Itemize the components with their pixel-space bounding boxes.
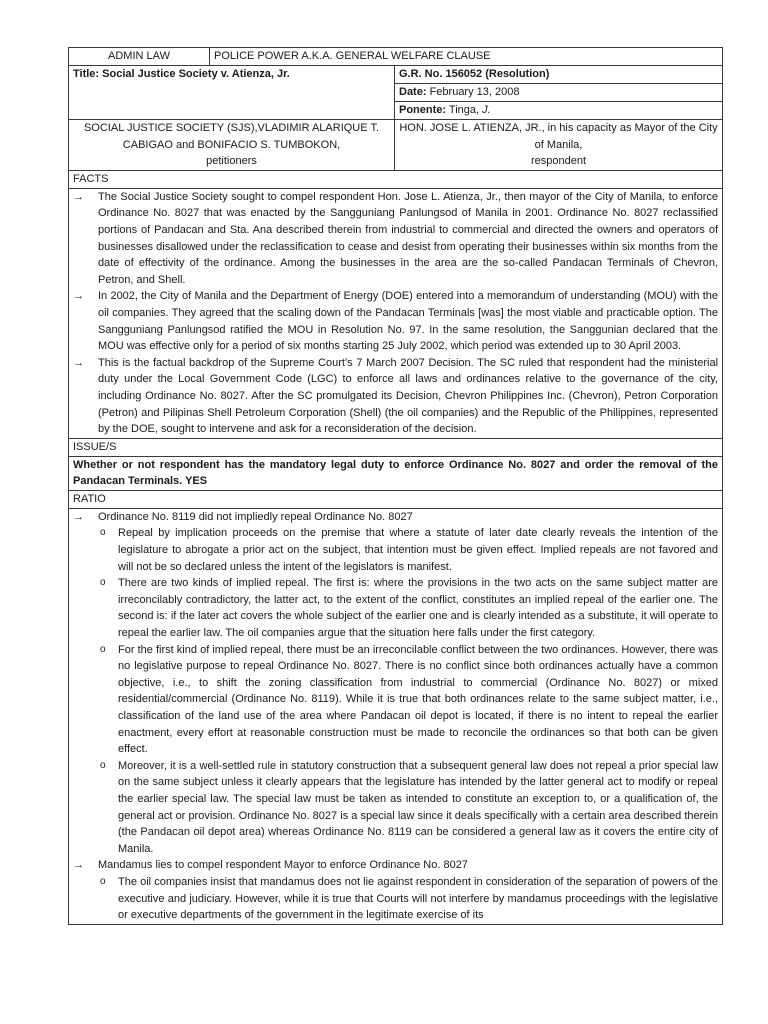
respondent-names: HON. JOSE L. ATIENZA, JR., in his capacity as Mayor of the City of Manila, (399, 122, 718, 151)
fact-item (73, 189, 718, 289)
circle-bullet-icon: o (100, 577, 106, 589)
fact-text: In 2002, the City of Manila and the Department of Energy (DOE) entered into a memorandum of understanding (MOU) with the oil companies. They agreed that the scaling down of the Pandacan Terminals [was] the most viable and practicable option. The Sangguniang Panlungsod ratified the MOU in Resolution No. 97. In the same resolution, the Sanggunian declared that the MOU was effective only for a period of six months starting 25 July 2002, which period was extended up to 30 April 2003. (98, 290, 719, 353)
fact-item (73, 355, 718, 438)
ratio-heading-row (69, 490, 723, 508)
title-label: Title: (73, 68, 100, 80)
ratio-sub-item (73, 758, 718, 858)
ratio-point-text: Mandamus lies to compel respondent Mayor to enforce Ordinance No. 8027 (98, 859, 468, 872)
ratio-sub-text: Repeal by implication proceeds on the premise that where a statute of later date clearly reveals the intention of the legislature to abrogate a prior act on the subject, that intention must be given effect. Implied repeals are not favored and will not be so declared unless the intent of the legislators is manifest. (118, 527, 719, 573)
title-row (69, 66, 723, 84)
ratio-point (73, 857, 718, 874)
circle-bullet-icon: o (100, 643, 106, 655)
circle-bullet-icon: o (100, 759, 106, 771)
case-title: Social Justice Society v. Atienza, Jr. (102, 68, 290, 80)
petitioners-names: SOCIAL JUSTICE SOCIETY (SJS),VLADIMIR ALARIQUE T. CABIGAO and BONIFACIO S. TUMBOKON, (83, 122, 380, 151)
gr-number: 156052 (Resolution) (445, 68, 550, 80)
date-value: February 13, 2008 (429, 86, 520, 98)
date-cell (395, 84, 723, 102)
circle-bullet-icon: o (100, 875, 106, 887)
issue-heading-row (69, 438, 723, 456)
ratio-sub-item (73, 642, 718, 758)
respondent-cell (395, 120, 723, 171)
ratio-body (69, 508, 723, 924)
arrow-icon: → (73, 190, 84, 203)
case-digest-table (68, 47, 723, 925)
ponente-value: Tinga, (448, 104, 480, 116)
ratio-list (73, 509, 718, 526)
ratio-sub-text: Moreover, it is a well-settled rule in statutory construction that a subsequent general law does not repeal a prior special law on the same subject unless it clearly appears that the legislature has intended by the latter general act to modify or repeal the earlier special law. The special law must be taken as intended to constitute an exception to, or a qualification of, the general act or provision. Ordinance No. 8027 is a special law since it deals specifically with a certain area described therein (the Pandacan oil depot area) whereas Ordinance No. 8119 can be considered a general law as it covers the entire city of Manila. (118, 759, 719, 855)
ratio-sub-text: There are two kinds of implied repeal. The first is: where the provisions in the two acts on the same subject matter are irreconcilably contradictory, the latter act, to the extent of the conflict, constitutes an implied repeal of the earlier one. The second is: if the later act covers the whole subject of the earlier one and is clearly intended as a substitute, it will operate to repeal the earlier law. The oil companies argue that the situation here falls under the first category. (118, 577, 719, 640)
ponente-suffix: J. (482, 104, 491, 116)
facts-body (69, 188, 723, 438)
ratio-sub-item (73, 575, 718, 641)
petitioners-role: petitioners (206, 155, 257, 168)
ratio-sub-item (73, 874, 718, 924)
date-label: Date: (399, 86, 427, 98)
ponente-cell (395, 102, 723, 120)
ratio-sub-item (73, 525, 718, 575)
header-row (69, 48, 723, 66)
arrow-icon: → (73, 510, 84, 523)
ponente-label: Ponente: (399, 104, 447, 116)
facts-heading-row (69, 170, 723, 188)
subject-cell: ADMIN LAW (69, 48, 210, 66)
gr-label: G.R. No. (399, 68, 443, 80)
issue-body-row (69, 456, 723, 490)
arrow-icon: → (73, 356, 84, 369)
facts-body-row (69, 188, 723, 438)
case-title-cell (69, 66, 395, 120)
ratio-sub-list (73, 525, 718, 857)
petitioners-cell (69, 120, 395, 171)
gr-cell (395, 66, 723, 84)
ratio-body-row (69, 508, 723, 924)
facts-heading: FACTS (69, 170, 723, 188)
circle-bullet-icon: o (100, 527, 106, 539)
fact-text: The Social Justice Society sought to compel respondent Hon. Jose L. Atienza, Jr., then mayor of the City of Manila, to enforce Ordinance No. 8027 that was enacted by the Sangguniang Panlungsod of Manila in 2001. Ordinance No. 8027 reclassified portions of Pandacan and Sta. Ana described therein from industrial to commercial and directed the owners and operators of businesses disallowed under the reclassification to cease and desist from operating their businesses within six months from the date of effectivity of the ordinance. Among the businesses in the area are the so-called Pandacan Terminals of Chevron, Petron, and Shell. (98, 190, 719, 286)
ratio-sub-list (73, 874, 718, 924)
ratio-list (73, 857, 718, 874)
topic-cell: POLICE POWER A.K.A. GENERAL WELFARE CLAUSE (210, 48, 723, 66)
ratio-sub-text: The oil companies insist that mandamus does not lie against respondent in consideration of the separation of powers of the executive and judiciary. However, while it is true that Courts will not interfere by mandamus proceedings with the legislative or executive departments of the government in the legitimate exercise of its (118, 875, 719, 922)
parties-row (69, 120, 723, 171)
respondent-role: respondent (530, 155, 587, 168)
ratio-sub-text: For the first kind of implied repeal, there must be an irreconcilable conflict between the two ordinances. However, there was no legislative purpose to repeal Ordinance No. 8027. There is no conflict since both ordinances actually have a common objective, i.e., to shift the zoning classification from industrial to commercial (Ordinance No. 8027) or mixed residential/commercial (Ordinance No. 8119). While it is true that both ordinances relate to the same subject matter, i.e., classification of the land use of the area where Pandacan oil depot is located, if there is no intent to repeal the earlier enactment, every effort at reasonable construction must be made to reconcile the ordinances so that both can be given effect. (118, 643, 719, 756)
arrow-icon: → (73, 290, 84, 303)
facts-list (73, 189, 718, 438)
issue-heading: ISSUE/S (69, 438, 723, 456)
ratio-heading: RATIO (69, 490, 723, 508)
arrow-icon: → (73, 859, 84, 872)
ratio-point-text: Ordinance No. 8119 did not impliedly repeal Ordinance No. 8027 (98, 510, 413, 523)
ratio-point (73, 509, 718, 526)
fact-text: This is the factual backdrop of the Supreme Court’s 7 March 2007 Decision. The SC ruled that respondent had the ministerial duty under the Local Government Code (LGC) to enforce all laws and ordinances relative to the governance of the city, including Ordinance No. 8027. After the SC promulgated its Decision, Chevron Philippines Inc. (Chevron), Petron Corporation (Petron) and Pilipinas Shell Petroleum Corporation (Shell) (the oil companies) and the Republic of the Philippines, represented by the DOE, sought to intervene and ask for a reconsideration of the decision. (98, 356, 719, 436)
fact-item (73, 288, 718, 354)
issue-text: Whether or not respondent has the mandatory legal duty to enforce Ordinance No. 8027 and order the removal of the Pandacan Terminals. YES (69, 456, 723, 490)
